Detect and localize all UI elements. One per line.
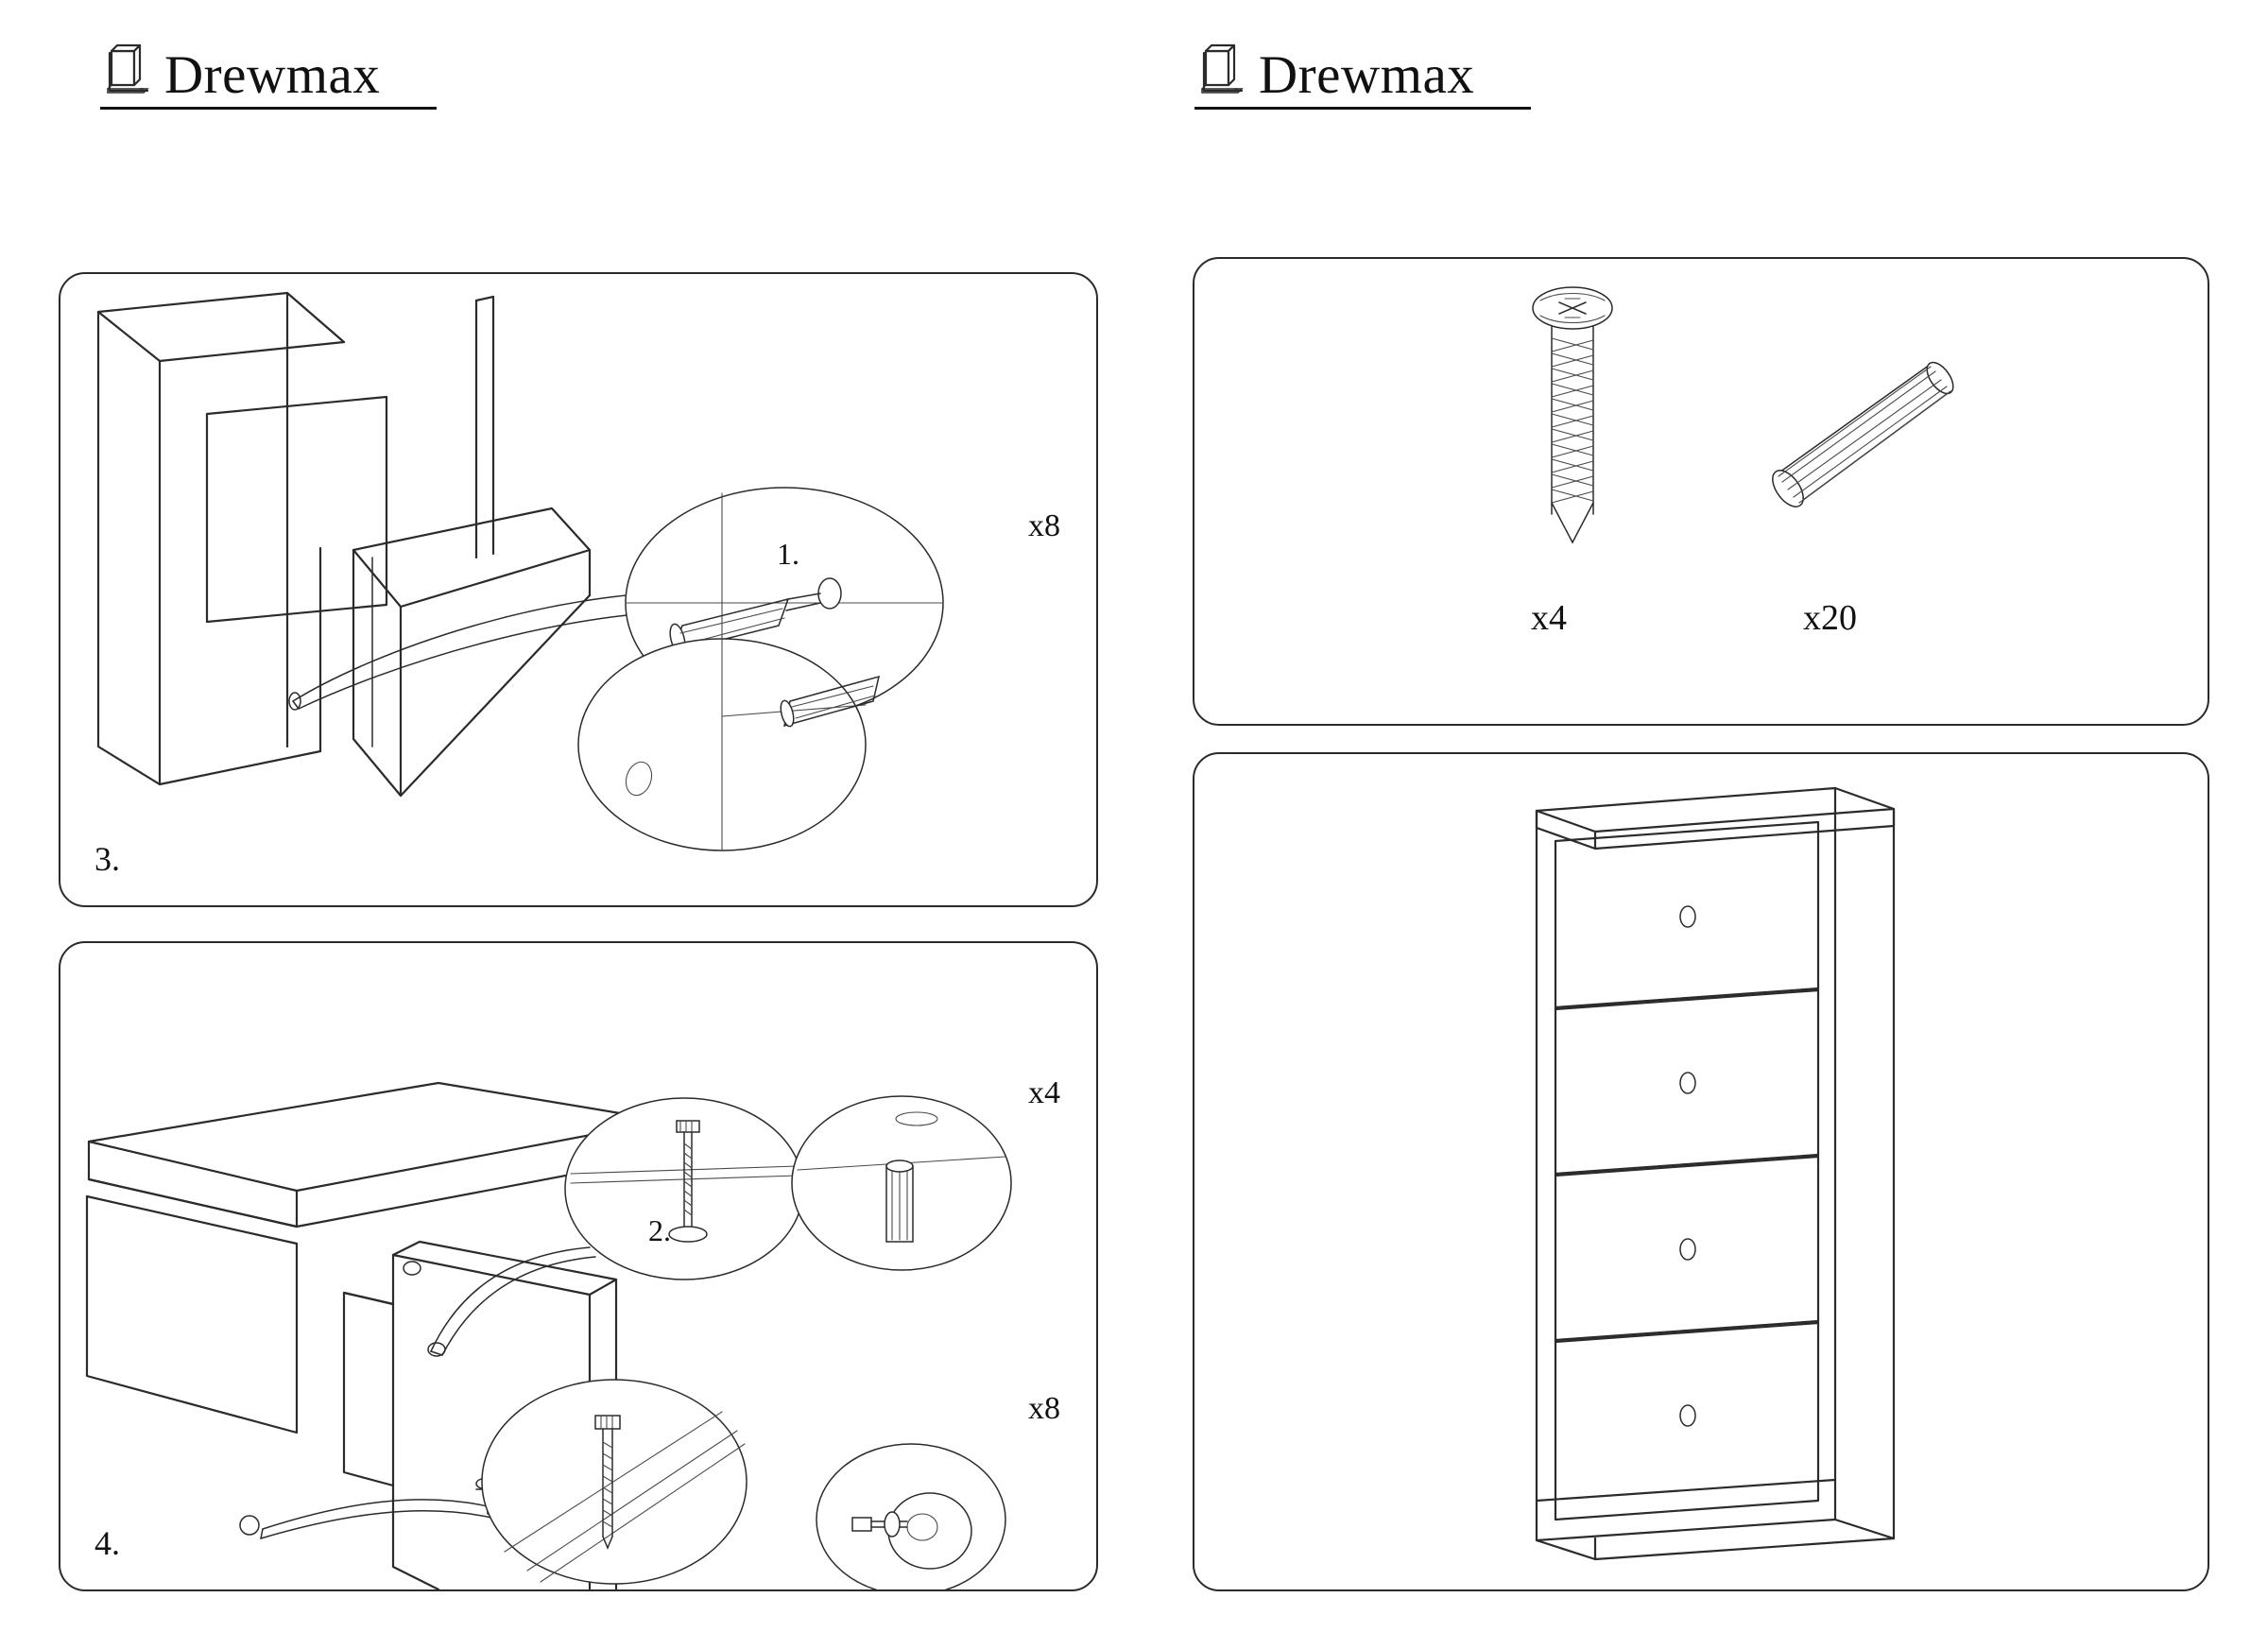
illustration-finished-cabinet (1194, 754, 2208, 1589)
panel-parts-list (1193, 257, 2209, 726)
part-count-screw: x4 (1531, 598, 1567, 638)
drewmax-shelf-logo-icon (1193, 40, 1251, 98)
panel-finished-product (1193, 752, 2209, 1591)
illustration-parts (1194, 259, 2208, 724)
dowel-icon (1766, 358, 1958, 512)
brand-underline-left (100, 107, 437, 110)
right-page (1134, 0, 2268, 1632)
brand-logo-left (98, 40, 381, 105)
illustration-step-4 (60, 943, 1096, 1589)
count-cam-bolt-x4: x4 (1028, 1075, 1060, 1110)
brand-underline-right (1194, 107, 1531, 110)
panel-step-4 (59, 941, 1098, 1591)
brand-logo-right (1193, 40, 1475, 105)
brand-name-right: Drewmax (1259, 45, 1475, 105)
drewmax-shelf-logo-icon (98, 40, 157, 98)
detail-callout-cam-bolt: 2. (648, 1213, 671, 1247)
step-number-3: 3. (94, 840, 120, 878)
part-count-dowel: x20 (1803, 598, 1857, 638)
step-number-4: 4. (94, 1524, 120, 1562)
count-dowel-x8: x8 (1028, 508, 1060, 543)
count-screw-x8: x8 (1028, 1391, 1060, 1426)
illustration-step-3 (60, 274, 1096, 905)
detail-callout-dowel-insert: 1. (777, 537, 799, 571)
screw-icon (1533, 287, 1612, 542)
panel-step-3 (59, 272, 1098, 907)
brand-name-left: Drewmax (164, 45, 381, 105)
